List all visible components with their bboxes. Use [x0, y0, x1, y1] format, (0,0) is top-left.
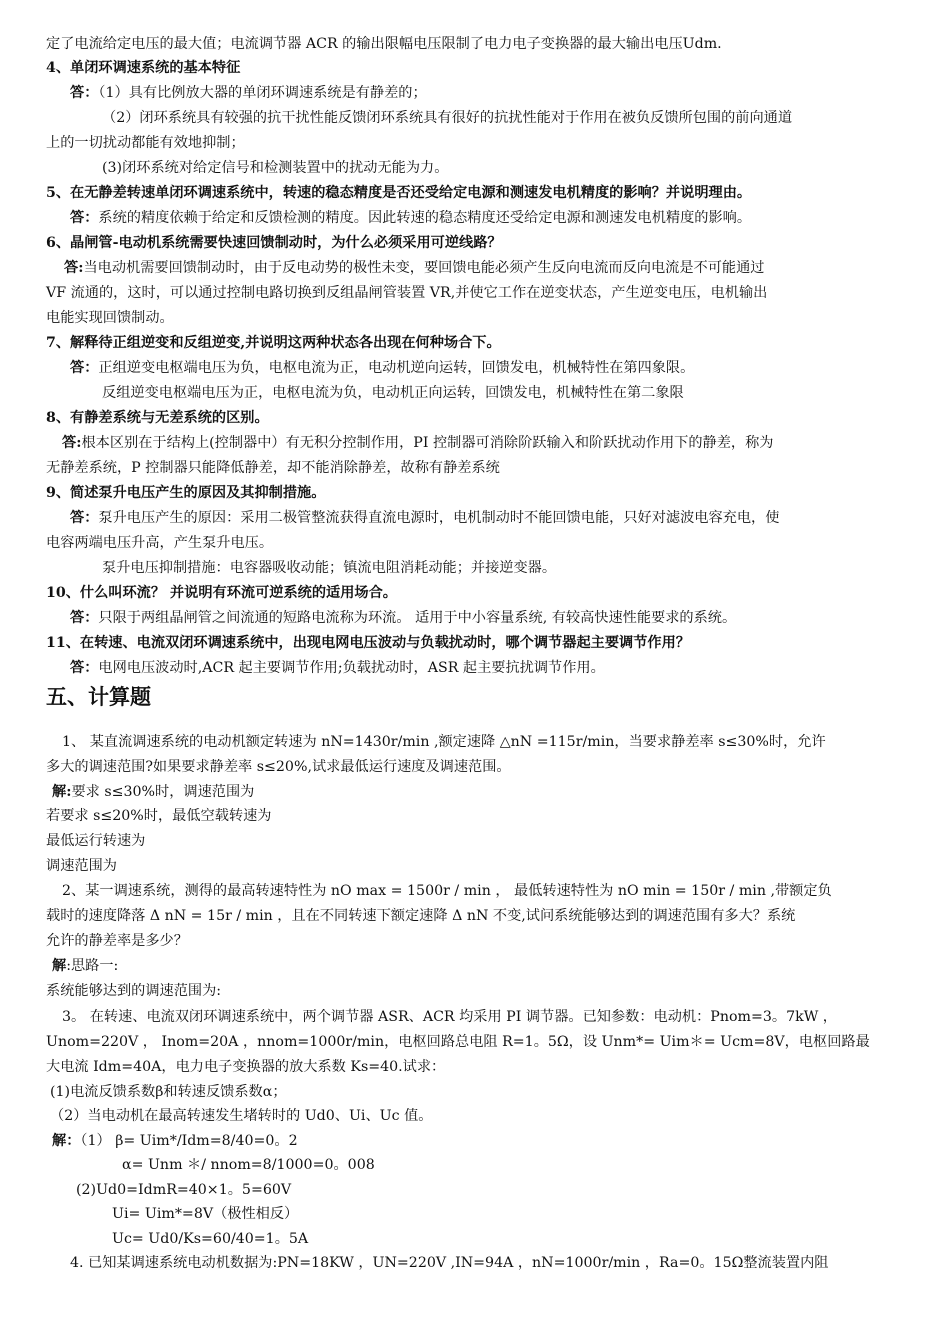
line-text: 8、有静差系统与无差系统的区别。 — [46, 410, 269, 426]
line-text: 反组逆变电枢端电压为正，电枢电流为负，电动机正向运转，回馈发电，机械特性在第二象限 — [102, 385, 684, 401]
text-line — [46, 34, 722, 54]
text-line — [46, 533, 273, 553]
line-text: 6、晶闸管-电动机系统需要快速回馈制动时，为什么必须采用可逆线路？ — [46, 235, 502, 251]
line-text: 只限于两组晶闸管之间流通的短路电流称为环流。 适用于中小容量系统, 有较高快速性能要求的系统。 — [98, 610, 737, 626]
line-text: 多大的调速范围?如果要求静差率 s≤20%,试求最低运行速度及调速范围。 — [46, 759, 511, 775]
answer-label: 答： — [70, 210, 99, 226]
question-heading — [46, 633, 690, 653]
line-text: 泵升电压产生的原因：采用二极管整流获得直流电源时，电机制动时不能回馈电能，只好对滤波电容充电，使 — [98, 510, 780, 526]
text-line — [62, 433, 773, 453]
text-line — [70, 208, 751, 228]
line-text: 要求 s≤30%时，调速范围为 — [71, 784, 255, 800]
line-text: 最低运行转速为 — [46, 833, 146, 849]
text-line — [46, 308, 174, 328]
line-text: 泵升电压抑制措施：电容器吸收动能；镇流电阻消耗动能；并接逆变器。 — [102, 560, 557, 576]
line-text: (2)Ud0=IdmR=40×1。5=60V — [76, 1182, 292, 1198]
text-line — [50, 1082, 287, 1102]
answer-label: 答： — [70, 360, 99, 376]
line-text: 若要求 s≤20%时，最低空载转速为 — [46, 808, 272, 824]
line-text: 电容两端电压升高，产生泵升电压。 — [46, 535, 274, 551]
question-heading — [46, 483, 325, 503]
text-line — [70, 658, 605, 678]
text-line — [46, 831, 145, 851]
line-text: :思路一: — [66, 958, 119, 974]
line-text: （2）当电动机在最高转速发生堵转时的 Ud0、Ui、Uc 值。 — [50, 1108, 433, 1124]
line-text: 系统的精度依赖于给定和反馈检测的精度。因此转速的稳态精度还受给定电源和测速发电机精度的影响。 — [98, 210, 752, 226]
text-line — [62, 732, 826, 752]
text-line — [112, 1229, 308, 1249]
line-text: 大电流 Idm=40A，电力电子变换器的放大系数 Ks=40.试求： — [46, 1059, 446, 1075]
text-line — [70, 1253, 829, 1273]
text-line — [46, 1032, 870, 1052]
answer-label: 解 — [52, 958, 67, 974]
section-heading — [46, 684, 151, 710]
text-line — [64, 258, 764, 278]
answer-label: 答： — [70, 510, 99, 526]
line-text: Ui= Uim*=8V（极性相反） — [112, 1206, 299, 1222]
text-line — [70, 83, 427, 103]
text-line — [46, 981, 221, 1001]
text-line — [46, 757, 511, 777]
question-heading — [46, 233, 502, 253]
line-text: 载时的速度降落 Δ nN = 15r / min ，且在不同转速下额定速降 Δ nN 不变,试问系统能够达到的调速范围有多大？系统 — [46, 908, 796, 924]
question-heading — [46, 183, 751, 203]
line-text: 11、在转速、电流双闭环调速系统中，出现电网电压波动与负载扰动时，哪个调节器起主要调节作用？ — [46, 635, 690, 651]
line-text: （1）具有比例放大器的单闭环调速系统是有静差的； — [98, 85, 427, 101]
line-text: 定了电流给定电压的最大值；电流调节器 ACR 的输出限幅电压限制了电力电子变换器的最大输出电压Udm. — [46, 36, 722, 52]
text-line — [76, 1180, 291, 1200]
text-line — [46, 906, 795, 926]
answer-label: 答： — [70, 85, 99, 101]
line-text: 系统能够达到的调速范围为: — [46, 983, 222, 999]
text-line — [52, 782, 254, 802]
text-line — [70, 608, 736, 628]
line-text: 当电动机需要回馈制动时，由于反电动势的极性未变，要回馈电能必须产生反向电流而反向电流是不可能通过 — [83, 260, 765, 276]
answer-label: 解: — [52, 784, 72, 800]
line-text: （1） β= Uim*/Idm=8/40=0。2 — [80, 1133, 298, 1149]
line-text: 5、在无静差转速单闭环调速系统中，转速的稳态精度是否还受给定电源和测速发电机精度的影响？并说明理由。 — [46, 185, 752, 201]
text-line — [46, 856, 117, 876]
line-text: 1、 某直流调速系统的电动机额定转速为 nN=1430r/min ,额定速降 △nN =115r/min，当要求静差率 s≤30%时，允许 — [62, 734, 826, 750]
line-text: 4. 已知某调速系统电动机数据为:PN=18KW ，UN=220V ,IN=94A ，nN=1000r/min ，Ra=0。15Ω整流装置内阻 — [70, 1255, 829, 1271]
text-line — [102, 158, 448, 178]
text-line — [52, 956, 118, 976]
line-text: （2）闭环系统具有较强的抗干扰性能反馈闭环系统具有很好的抗扰性能对于作用在被负反馈所包围的前向通道 — [102, 110, 793, 126]
line-text: 3。 在转速、电流双闭环调速系统中，两个调节器 ASR、ACR 均采用 PI 调节器。已知参数：电动机：Pnom=3。7kW ， — [62, 1009, 837, 1025]
line-text: 10、什么叫环流？ 并说明有环流可逆系统的适用场合。 — [46, 585, 397, 601]
text-line — [46, 1057, 445, 1077]
text-line — [46, 931, 188, 951]
text-line — [46, 806, 271, 826]
line-text: 9、简述泵升电压产生的原因及其抑制措施。 — [46, 485, 326, 501]
line-text: 允许的静差率是多少？ — [46, 933, 188, 949]
question-heading — [46, 408, 269, 428]
line-text: 无静差系统，P 控制器只能降低静差，却不能消除静差，故称有静差系统 — [46, 460, 500, 476]
question-heading — [46, 58, 240, 78]
line-text: (3)闭环系统对给定信号和检测装置中的扰动无能为力。 — [102, 160, 449, 176]
answer-label: 答： — [70, 610, 99, 626]
line-text: 五、计算题 — [46, 685, 151, 709]
line-text: 调速范围为 — [46, 858, 117, 874]
line-text: 7、解释待正组逆变和反组逆变,并说明这两种状态各出现在何种场合下。 — [46, 335, 501, 351]
text-line — [102, 383, 684, 403]
answer-label: 答: — [62, 435, 82, 451]
line-text: 电网电压波动时,ACR 起主要调节作用;负载扰动时，ASR 起主要抗扰调节作用。 — [98, 660, 605, 676]
line-text: 2、某一调速系统，测得的最高转速特性为 nO max = 1500r / min ， 最低转速特性为 nO min = 150r / min ,带额定负 — [62, 883, 832, 899]
line-text: VF 流通的，这时，可以通过控制电路切换到反组晶闸管装置 VR,并使它工作在逆变状态，产生逆变电压，电机输出 — [46, 285, 768, 301]
text-line — [102, 108, 792, 128]
line-text: 正组逆变电枢端电压为负，电枢电流为正，电动机逆向运转，回馈发电，机械特性在第四象限。 — [98, 360, 695, 376]
line-text: α= Unm ＊/ nnom=8/1000=0。008 — [122, 1157, 375, 1173]
line-text: 4、单闭环调速系统的基本特征 — [46, 60, 241, 76]
text-line — [70, 358, 694, 378]
text-line — [52, 1131, 298, 1151]
line-text: 电能实现回馈制动。 — [46, 310, 174, 326]
text-line — [62, 1007, 837, 1027]
line-text: (1)电流反馈系数β和转速反馈系数α； — [50, 1084, 287, 1100]
text-line — [50, 1106, 432, 1126]
text-line — [46, 458, 500, 478]
text-line — [102, 558, 556, 578]
answer-label: 答: — [64, 260, 84, 276]
text-line — [122, 1155, 375, 1175]
text-line — [46, 283, 767, 303]
text-line — [112, 1204, 298, 1224]
text-line — [70, 508, 779, 528]
answer-label: 答： — [70, 660, 99, 676]
line-text: Unom=220V ， Inom=20A ，nnom=1000r/min，电枢回路总电阻 R=1。5Ω，设 Unm*= Uim＊= Ucm=8V，电枢回路最 — [46, 1034, 870, 1050]
text-line — [62, 881, 832, 901]
line-text: 根本区别在于结构上(控制器中）有无积分控制作用，PI 控制器可消除阶跃输入和阶跃扰动作用下的静差，称为 — [81, 435, 774, 451]
text-line — [46, 133, 245, 153]
line-text: Uc= Ud0/Ks=60/40=1。5A — [112, 1231, 309, 1247]
line-text: 上的一切扰动都能有效地抑制； — [46, 135, 245, 151]
question-heading — [46, 583, 397, 603]
answer-label: 解： — [52, 1133, 81, 1149]
question-heading — [46, 333, 501, 353]
